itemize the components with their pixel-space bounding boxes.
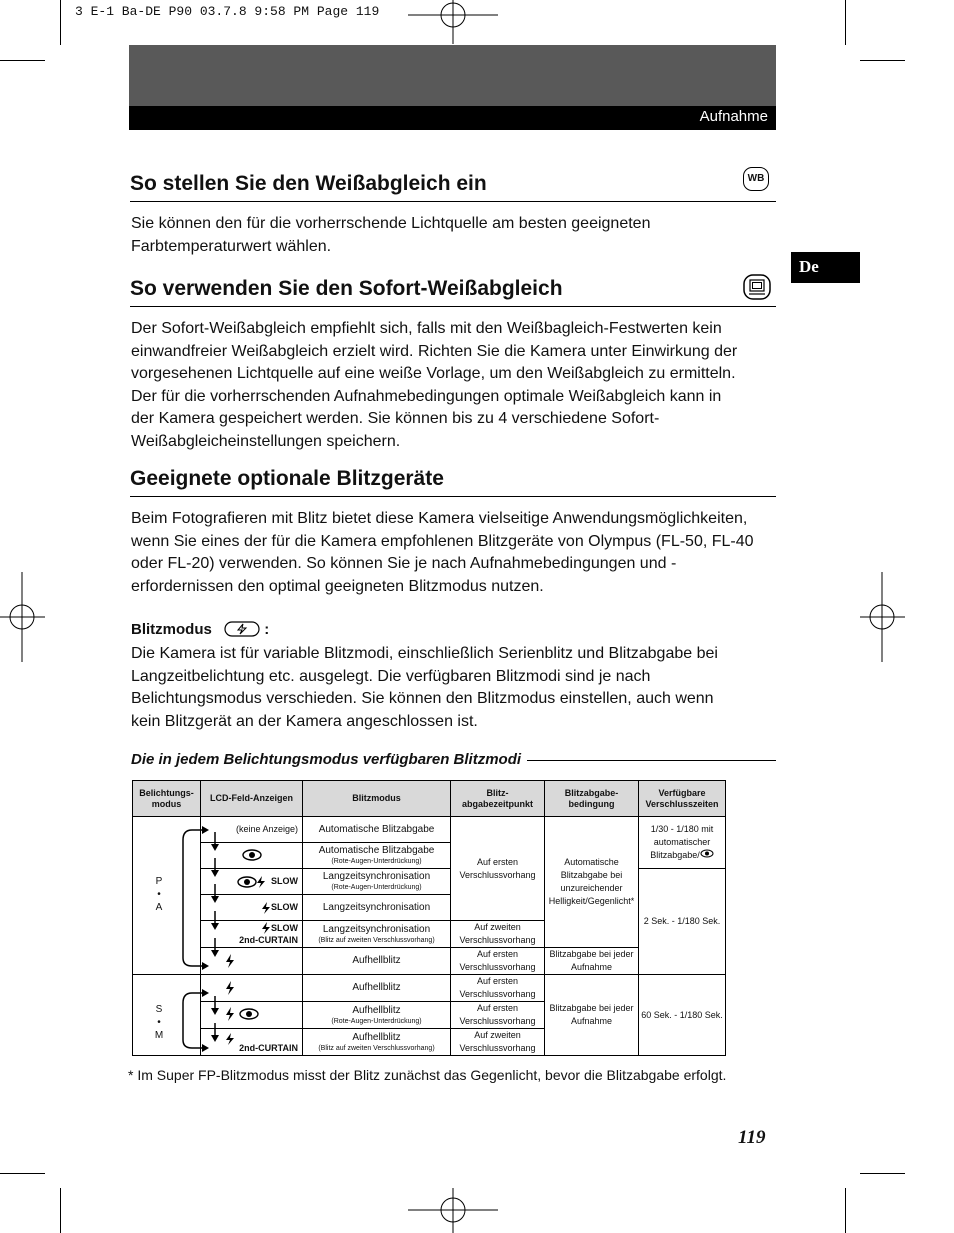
mode-name-cell: Aufhellblitz (Rote-Augen-Unterdrückung) <box>303 1002 451 1029</box>
header-bar <box>129 106 776 130</box>
heading-flash-units: Geeignete optionale Blitzgeräte <box>130 467 776 497</box>
lcd-cell: (keine Anzeige) <box>201 817 303 843</box>
footnote: * Im Super FP-Blitzmodus misst der Blitz zunächst das Gegenlicht, bevor die Blitzabgabe erfolgt. <box>128 1067 727 1083</box>
timing-cell: Auf ersten Verschlussvorhang <box>451 975 545 1002</box>
red-eye-icon <box>242 849 262 861</box>
lcd-cell: 2nd-CURTAIN <box>201 1029 303 1056</box>
timing-cell: Auf ersten Verschlussvorhang <box>451 817 545 921</box>
mode-label-pa: P • A <box>155 876 163 913</box>
heading-one-touch-wb: So verwenden Sie den Sofort-Weißabgleich <box>130 277 776 307</box>
header-blitzmodus: Blitzmodus <box>303 781 451 817</box>
mode-name-cell: Aufhellblitz <box>303 948 451 975</box>
mode-label-sm: S • M <box>154 1004 164 1041</box>
lcd-cell: SLOW <box>201 895 303 921</box>
registration-mark-top <box>408 0 498 45</box>
language-tab: De <box>791 252 860 283</box>
registration-mark-left <box>0 572 45 662</box>
print-slug: 3 E-1 Ba-DE P90 03.7.8 9:58 PM Page 119 <box>75 4 380 19</box>
flash-red-eye-icon <box>225 1007 261 1021</box>
header-banner <box>129 45 776 106</box>
paragraph-blitzmodus: Die Kamera ist für variable Blitzmodi, einschließlich Serienblitz und Blitzabgabe bei Langzeitbelichtung etc. ausgelegt. Die verfügbaren Blitzmodi sind je nach Belichtungsmodus verschieden. Sie können den Blitzmodus einstellen, auch wenn kein Blitzgerät an der Kamera angeschlossen ist. <box>131 645 718 730</box>
header-mode: Belichtungs-modus <box>133 781 201 817</box>
heading-white-balance: So stellen Sie den Weißabgleich ein <box>130 172 776 202</box>
lcd-cell: SLOW <box>201 869 303 895</box>
one-touch-wb-icon <box>743 274 771 300</box>
mode-name-cell: Aufhellblitz (Blitz auf zweiten Verschlussvorhang) <box>303 1029 451 1056</box>
condition-cell: Blitzabgabe bei jeder Aufnahme <box>545 948 639 975</box>
paragraph-one-touch-wb: Der Sofort-Weißabgleich empfiehlt sich, falls mit den Weißbagleich-Festwerten kein einwandfreier Weißabgleich erzielt wird. Richten Sie die Kamera unter Einwirkung der vorgesehenen Lichtquelle auf eine weiße Vorlage, um den Weißabgleich zu ermitteln. Der für die vorherrschenden Aufnahmebedingungen optimale Weißabgleich kann in der Kamera gespeichert werden. Sie können bis zu 4 verschiedene Sofort- Weißabgleicheinstellungen speichern. <box>131 320 738 450</box>
mode-name-cell: Automatische Blitzabgabe <box>303 817 451 843</box>
section-label: Aufnahme <box>699 108 768 125</box>
speed-cell: 2 Sek. - 1/180 Sek. <box>639 869 726 975</box>
registration-mark-bottom <box>408 1188 498 1233</box>
wb-icon: WB <box>743 167 769 191</box>
mode-name-cell: Aufhellblitz <box>303 975 451 1002</box>
red-eye-flash-icon <box>237 876 267 888</box>
timing-cell: Auf zweiten Verschlussvorhang <box>451 921 545 948</box>
mode-name-cell: Langzeitsynchronisation (Rote-Augen-Unterdrückung) <box>303 869 451 895</box>
lcd-cell: SLOW 2nd-CURTAIN <box>201 921 303 948</box>
paragraph-white-balance: Sie können den für die vorherrschende Lichtquelle am besten geeigneten Farbtemperaturwert wählen. <box>131 215 651 255</box>
condition-cell: Automatische Blitzabgabe bei unzureichender Helligkeit/Gegenlicht* <box>545 817 639 948</box>
flash-mode-button-icon <box>224 621 260 637</box>
mode-name-cell: Langzeitsynchronisation (Blitz auf zweiten Verschlussvorhang) <box>303 921 451 948</box>
header-zeitpunkt: Blitz-abgabezeitpunkt <box>451 781 545 817</box>
condition-cell: Blitzabgabe bei jeder Aufnahme <box>545 975 639 1056</box>
header-zeiten: Verfügbare Verschlusszeiten <box>639 781 726 817</box>
speed-cell: 60 Sek. - 1/180 Sek. <box>639 975 726 1056</box>
page-number: 119 <box>738 1127 766 1148</box>
mode-sequence-arrows <box>178 818 228 1058</box>
mode-name-cell: Automatische Blitzabgabe (Rote-Augen-Unterdrückung) <box>303 843 451 869</box>
flash-icon <box>261 922 270 934</box>
paragraph-flash-units: Beim Fotografieren mit Blitz bietet diese Kamera vielseitige Anwendungsmöglichkeiten, wenn Sie eines der für die Kamera empfohlenen Blitzgeräte von Olympus (FL-50, FL-40 oder FL-20) verwenden. So können Sie je nach Aufnahmebedingungen und - erfordernissen den optimal geeigneten Blitzmodus nutzen. <box>131 510 754 595</box>
flash-icon <box>261 902 270 914</box>
blitzmodus-label-row: Blitzmodus : <box>131 621 270 638</box>
speed-cell: 1/30 - 1/180 mit automatischer Blitzabgabe/ <box>639 817 726 869</box>
timing-cell: Auf zweiten Verschlussvorhang <box>451 1029 545 1056</box>
registration-mark-right <box>860 572 905 662</box>
mode-name-cell: Langzeitsynchronisation <box>303 895 451 921</box>
header-lcd: LCD-Feld-Anzeigen <box>201 781 303 817</box>
table-header-row <box>133 781 726 817</box>
header-bedingung: Blitzabgabe-bedingung <box>545 781 639 817</box>
timing-cell: Auf ersten Verschlussvorhang <box>451 948 545 975</box>
red-eye-icon <box>700 849 714 858</box>
timing-cell: Auf ersten Verschlussvorhang <box>451 1002 545 1029</box>
table-caption: Die in jedem Belichtungsmodus verfügbaren Blitzmodi <box>131 751 776 771</box>
